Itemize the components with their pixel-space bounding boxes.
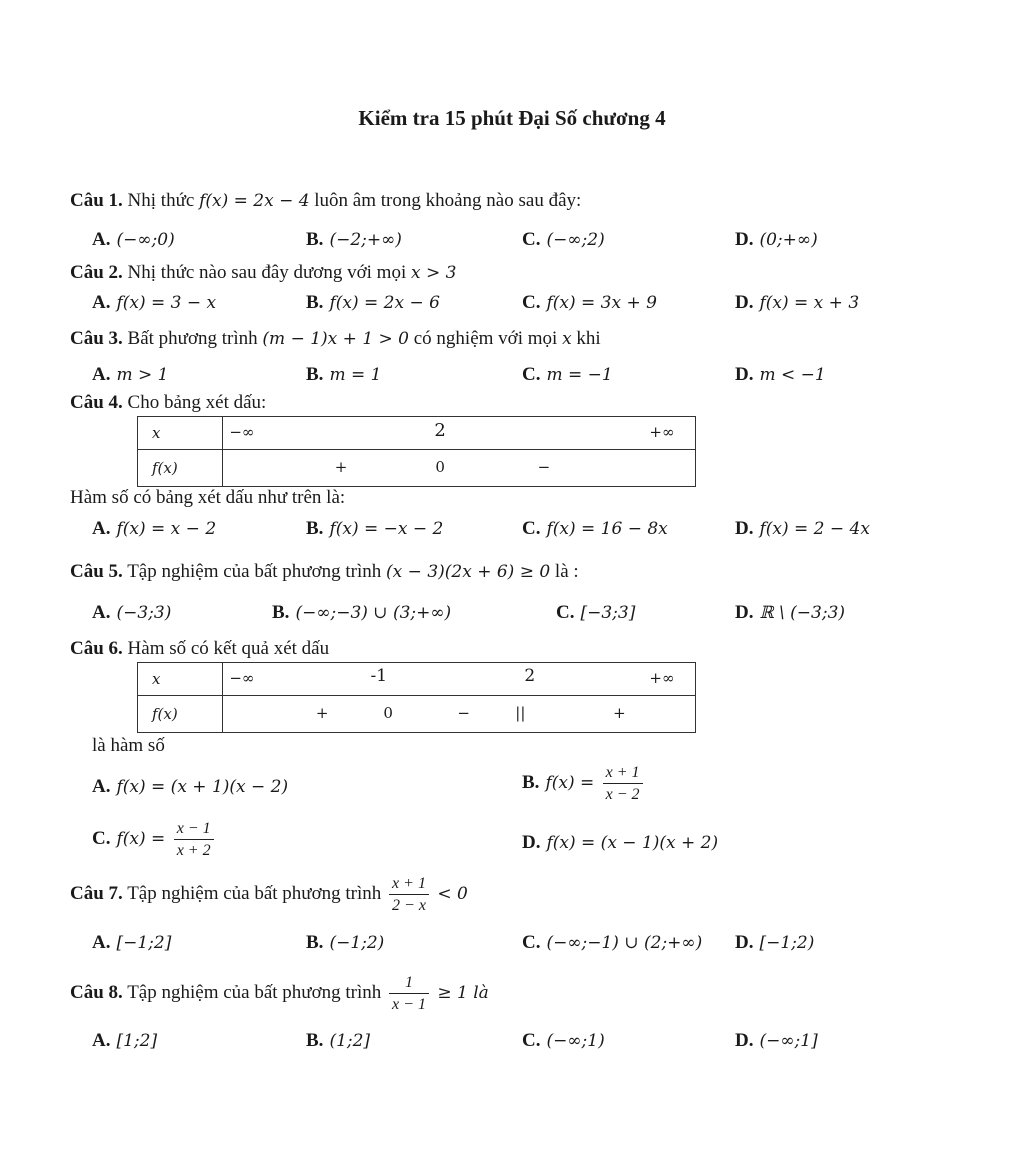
option-value: (−∞;1) xyxy=(546,1031,605,1051)
question-math: (m − 1)x + 1 > 0 xyxy=(262,329,409,349)
sign-table-cell: + xyxy=(334,458,348,476)
sign-table-cell: + xyxy=(613,704,626,722)
option-label: C. xyxy=(92,827,111,849)
sign-table-cell: 0 xyxy=(435,458,445,476)
q5-option-b[interactable] xyxy=(272,602,451,624)
page-title: Kiểm tra 15 phút Đại Số chương 4 xyxy=(358,106,666,130)
fraction-numerator: x + 1 xyxy=(603,764,643,784)
q5-option-d[interactable] xyxy=(735,602,845,624)
question-math: (x − 3)(2x + 6) ≥ 0 xyxy=(386,562,551,582)
option-value: m > 1 xyxy=(116,365,169,385)
option-value: f(x) = xyxy=(545,772,600,793)
q4-option-b[interactable] xyxy=(306,518,443,540)
sign-table-cell: − xyxy=(537,458,551,476)
q3-option-b[interactable] xyxy=(306,364,381,386)
q4-option-d[interactable] xyxy=(735,518,870,540)
q1-option-d[interactable] xyxy=(735,229,818,251)
q6-option-d[interactable] xyxy=(522,832,718,854)
option-label: D. xyxy=(522,832,541,853)
q7-option-d[interactable] xyxy=(735,932,814,954)
sign-table-cell: 2 xyxy=(434,420,446,441)
option-label: C. xyxy=(556,602,575,623)
question-text: luôn âm trong khoảng nào sau đây: xyxy=(309,190,582,211)
question-label: Câu 5. xyxy=(70,561,123,582)
fraction xyxy=(174,820,214,859)
sign-table-cell: -1 xyxy=(370,666,388,686)
fraction xyxy=(389,875,429,914)
option-value: (0;+∞) xyxy=(759,230,818,250)
option-value: [−1;2] xyxy=(116,933,172,953)
option-label: C. xyxy=(522,292,541,313)
q6-option-a[interactable] xyxy=(92,776,288,798)
q8-option-d[interactable] xyxy=(735,1030,818,1052)
option-label: B. xyxy=(306,292,324,313)
fraction-denominator: x + 2 xyxy=(176,841,211,859)
fraction-denominator: 2 − x xyxy=(392,896,426,914)
sign-table-q4 xyxy=(137,416,696,487)
option-value: f(x) = x − 2 xyxy=(116,519,217,539)
question-math: x xyxy=(562,329,572,349)
option-value: [−3;3] xyxy=(580,603,636,623)
option-value: (1;2] xyxy=(329,1031,371,1051)
option-label: B. xyxy=(306,518,324,539)
question-text: Nhị thức xyxy=(122,190,200,211)
q2-option-b[interactable] xyxy=(306,292,440,314)
option-label: C. xyxy=(522,1030,541,1051)
option-value: [1;2] xyxy=(116,1031,158,1051)
option-label: D. xyxy=(735,602,754,623)
question-text: Bất phương trình xyxy=(122,328,263,349)
question-label: Câu 8. xyxy=(70,981,123,1003)
q4-option-a[interactable] xyxy=(92,518,216,540)
q5-option-a[interactable] xyxy=(92,602,171,624)
sign-table-cell: || xyxy=(515,704,526,722)
question-label: Câu 6. xyxy=(70,638,123,659)
sign-table-cell: + xyxy=(315,704,329,722)
option-value: ℝ \ (−3;3) xyxy=(759,603,846,623)
option-value: f(x) = (x + 1)(x − 2) xyxy=(116,777,289,797)
q7-option-c[interactable] xyxy=(522,932,702,954)
option-value: (−∞;0) xyxy=(116,230,175,250)
option-label: A. xyxy=(92,932,111,953)
sign-table-cell: − xyxy=(457,704,471,722)
q8-option-b[interactable] xyxy=(306,1030,370,1052)
option-value: (−∞;−3) ∪ (3;+∞) xyxy=(295,603,452,623)
q6-option-c[interactable] xyxy=(92,820,217,859)
question-math: f(x) = 2x − 4 xyxy=(199,191,310,211)
question-8 xyxy=(70,974,489,1013)
q1-option-c[interactable] xyxy=(522,229,605,251)
q4-option-c[interactable] xyxy=(522,518,668,540)
option-label: C. xyxy=(522,229,541,250)
option-label: A. xyxy=(92,776,111,797)
question-label: Câu 4. xyxy=(70,392,123,413)
option-value: (−∞;2) xyxy=(546,230,605,250)
fraction-numerator: x + 1 xyxy=(389,875,429,895)
fraction xyxy=(603,764,643,803)
option-value: f(x) = 16 − 8x xyxy=(546,519,668,539)
q3-option-a[interactable] xyxy=(92,364,168,386)
option-value: (−3;3) xyxy=(116,603,172,623)
question-text: Hàm số có kết quả xét dấu xyxy=(122,638,330,659)
question-6-followup: là hàm số xyxy=(92,735,165,756)
option-label: D. xyxy=(735,364,754,385)
option-value: f(x) = 3x + 9 xyxy=(546,293,657,313)
question-text: khi xyxy=(571,328,601,349)
question-4 xyxy=(70,392,266,414)
option-value: f(x) = 2x − 6 xyxy=(329,293,440,313)
sign-table-cell: 2 xyxy=(524,666,536,686)
fraction-denominator: x − 2 xyxy=(605,785,640,803)
option-label: A. xyxy=(92,292,111,313)
option-label: B. xyxy=(306,1030,324,1051)
sign-table-header-fx: f(x) xyxy=(138,696,223,733)
option-value: f(x) = 2 − 4x xyxy=(759,519,870,539)
question-5 xyxy=(70,561,579,583)
fraction-numerator: 1 xyxy=(389,974,429,994)
question-text: có nghiệm với mọi xyxy=(409,328,563,349)
question-label: Câu 2. xyxy=(70,262,123,283)
option-label: A. xyxy=(92,229,111,250)
option-label: D. xyxy=(735,518,754,539)
question-text: Tập nghiệm của bất phương trình xyxy=(122,882,387,904)
option-label: B. xyxy=(306,229,324,250)
option-value: f(x) = xyxy=(116,828,171,849)
option-value: f(x) = 3 − x xyxy=(116,293,217,313)
option-value: m = −1 xyxy=(546,365,613,385)
question-text: là : xyxy=(550,561,579,582)
question-text: Cho bảng xét dấu: xyxy=(122,392,267,413)
q3-option-c[interactable] xyxy=(522,364,613,386)
option-label: D. xyxy=(735,1030,754,1051)
option-value: [−1;2) xyxy=(759,933,815,953)
sign-table-q6 xyxy=(137,662,696,733)
option-label: C. xyxy=(522,364,541,385)
option-label: A. xyxy=(92,602,111,623)
q8-option-a[interactable] xyxy=(92,1030,157,1052)
option-label: A. xyxy=(92,364,111,385)
sign-table-cell: 0 xyxy=(383,704,393,722)
option-label: A. xyxy=(92,518,111,539)
option-value: (−2;+∞) xyxy=(329,230,402,250)
question-1 xyxy=(70,190,581,212)
option-label: B. xyxy=(272,602,290,623)
option-label: B. xyxy=(306,932,324,953)
option-label: C. xyxy=(522,518,541,539)
option-label: B. xyxy=(522,771,540,793)
sign-table-cell: +∞ xyxy=(649,423,675,441)
question-math: x > 3 xyxy=(410,263,457,283)
fraction-denominator: x − 1 xyxy=(392,995,426,1013)
q7-option-a[interactable] xyxy=(92,932,171,954)
question-text: Tập nghiệm của bất phương trình xyxy=(122,981,387,1003)
question-label: Câu 7. xyxy=(70,882,123,904)
option-value: (−∞;−1) ∪ (2;+∞) xyxy=(546,933,703,953)
q8-option-c[interactable] xyxy=(522,1030,605,1052)
option-value: (−∞;1] xyxy=(759,1031,818,1051)
q1-option-b[interactable] xyxy=(306,229,402,251)
question-4-followup: Hàm số có bảng xét dấu như trên là: xyxy=(70,487,346,508)
question-6 xyxy=(70,638,329,660)
question-text: Tập nghiệm của bất phương trình xyxy=(122,561,387,582)
sign-table-header-x: x xyxy=(138,663,223,696)
sign-table-header-x: x xyxy=(138,417,223,450)
sign-table-cell: +∞ xyxy=(649,669,675,687)
q1-option-a[interactable] xyxy=(92,229,175,251)
q2-option-d[interactable] xyxy=(735,292,859,314)
sign-table-header-fx: f(x) xyxy=(138,450,223,487)
option-label: D. xyxy=(735,229,754,250)
option-value: (−1;2) xyxy=(329,933,385,953)
option-label: A. xyxy=(92,1030,111,1051)
q5-option-c[interactable] xyxy=(556,602,635,624)
option-value: f(x) = x + 3 xyxy=(759,293,860,313)
question-2 xyxy=(70,262,456,284)
fraction-numerator: x − 1 xyxy=(174,820,214,840)
question-3 xyxy=(70,328,601,350)
option-label: B. xyxy=(306,364,324,385)
option-value: f(x) = −x − 2 xyxy=(329,519,444,539)
sign-table-cell: −∞ xyxy=(229,669,255,687)
question-math: < 0 xyxy=(431,883,468,904)
q6-option-b[interactable] xyxy=(522,764,646,803)
option-value: f(x) = (x − 1)(x + 2) xyxy=(546,833,719,853)
q2-option-c[interactable] xyxy=(522,292,657,314)
option-value: m = 1 xyxy=(329,365,382,385)
question-label: Câu 1. xyxy=(70,190,123,211)
question-text: Nhị thức nào sau đây dương với mọi xyxy=(122,262,411,283)
option-label: C. xyxy=(522,932,541,953)
option-label: D. xyxy=(735,932,754,953)
question-label: Câu 3. xyxy=(70,328,123,349)
option-value: m < −1 xyxy=(759,365,826,385)
sign-table-cell: −∞ xyxy=(229,423,255,441)
q3-option-d[interactable] xyxy=(735,364,826,386)
fraction xyxy=(389,974,429,1013)
question-math: ≥ 1 là xyxy=(431,982,489,1003)
q2-option-a[interactable] xyxy=(92,292,216,314)
q7-option-b[interactable] xyxy=(306,932,384,954)
option-label: D. xyxy=(735,292,754,313)
question-7 xyxy=(70,875,468,914)
